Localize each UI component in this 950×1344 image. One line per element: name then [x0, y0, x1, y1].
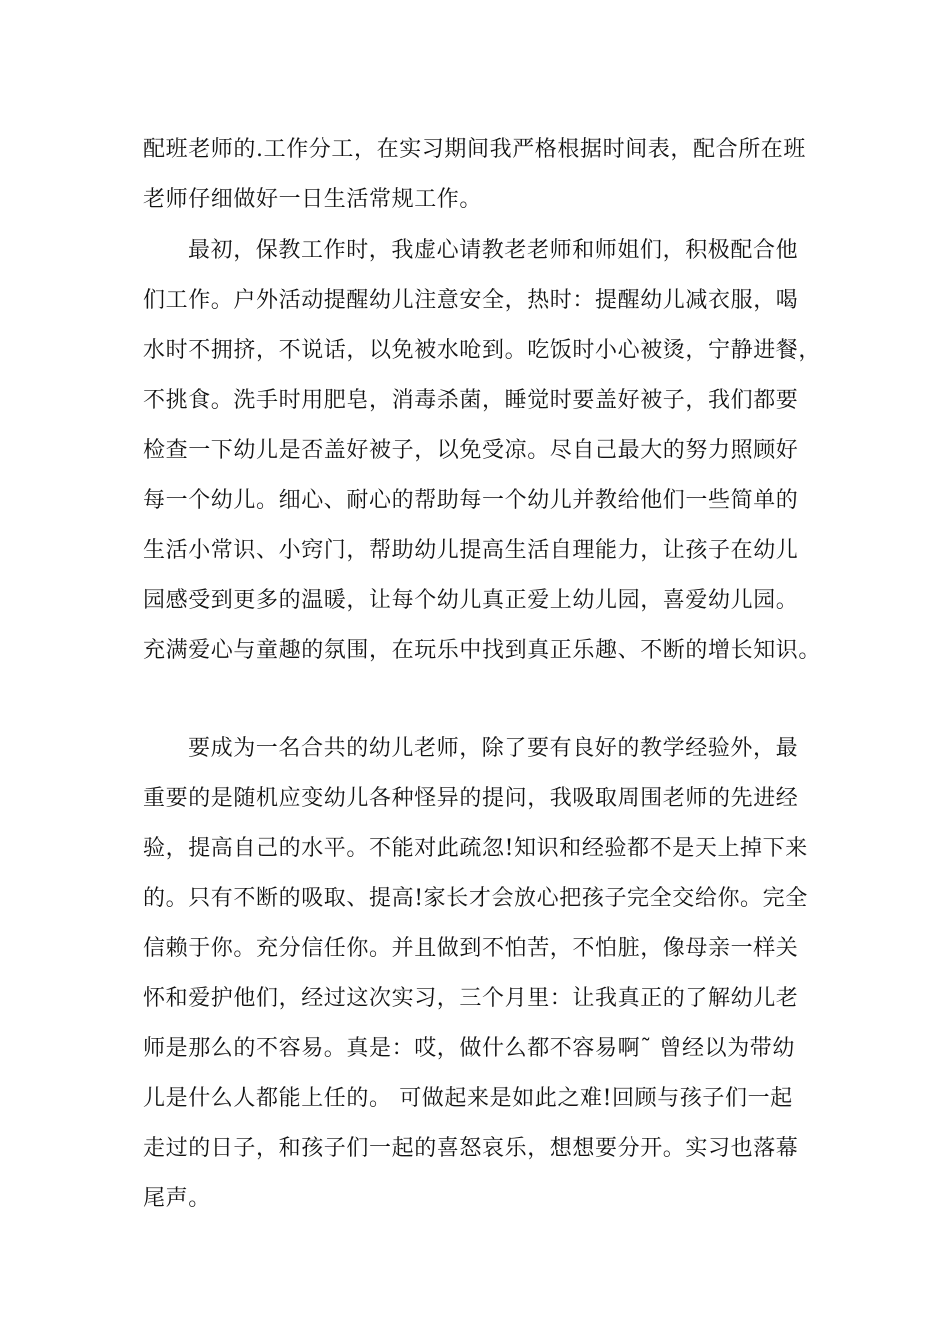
paragraph-first-line: 最初，保教工作时，我虚心请教老老师和师姐们，积极配合他 [188, 238, 799, 263]
text-line: 走过的日子，和孩子们一起的喜怒哀乐，想想要分开。实习也落幕 [143, 1136, 799, 1161]
paragraph-first-line: 要成为一名合共的幼儿老师，除了要有良好的教学经验外，最 [188, 736, 799, 761]
text-line: 不挑食。洗手时用肥皂，消毒杀菌，睡觉时要盖好被子，我们都要 [143, 388, 799, 413]
text-line: 尾声。 [143, 1186, 211, 1211]
text-line: 信赖于你。充分信任你。并且做到不怕苦，不怕脏，像母亲一样关 [143, 936, 799, 961]
text-line: 儿是什么人都能上任的。 可做起来是如此之难!回顾与孩子们一起 [143, 1086, 793, 1111]
text-line: 生活小常识、小窍门，帮助幼儿提高生活自理能力，让孩子在幼儿 [143, 538, 799, 563]
text-line: 园感受到更多的温暖，让每个幼儿真正爱上幼儿园，喜爱幼儿园。 [143, 588, 799, 613]
text-line: 怀和爱护他们，经过这次实习，三个月里：让我真正的了解幼儿老 [143, 986, 799, 1011]
text-line: 老师仔细做好一日生活常规工作。 [143, 187, 483, 212]
text-line: 配班老师的.工作分工，在实习期间我严格根据时间表，配合所在班 [143, 137, 806, 162]
text-line: 水时不拥挤，不说话，以免被水呛到。吃饭时小心被烫，宁静进餐， [143, 338, 822, 363]
text-line: 验，提高自己的水平。不能对此疏忽!知识和经验都不是天上掉下来 [143, 836, 808, 861]
text-line: 们工作。户外活动提醒幼儿注意安全，热时：提醒幼儿减衣服，喝 [143, 288, 799, 313]
text-line: 每一个幼儿。细心、耐心的帮助每一个幼儿并教给他们一些简单的 [143, 488, 799, 513]
text-line: 重要的是随机应变幼儿各种怪异的提问，我吸取周围老师的先进经 [143, 786, 799, 811]
text-line: 的。只有不断的吸取、提高!家长才会放心把孩子完全交给你。完全 [143, 886, 808, 911]
text-line: 充满爱心与童趣的氛围，在玩乐中找到真正乐趣、不断的增长知识。 [143, 638, 822, 663]
text-line: 师是那么的不容易。真是：哎，做什么都不容易啊˜ 曾经以为带幼 [143, 1036, 795, 1061]
text-line: 检查一下幼儿是否盖好被子，以免受凉。尽自己最大的努力照顾好 [143, 438, 799, 463]
